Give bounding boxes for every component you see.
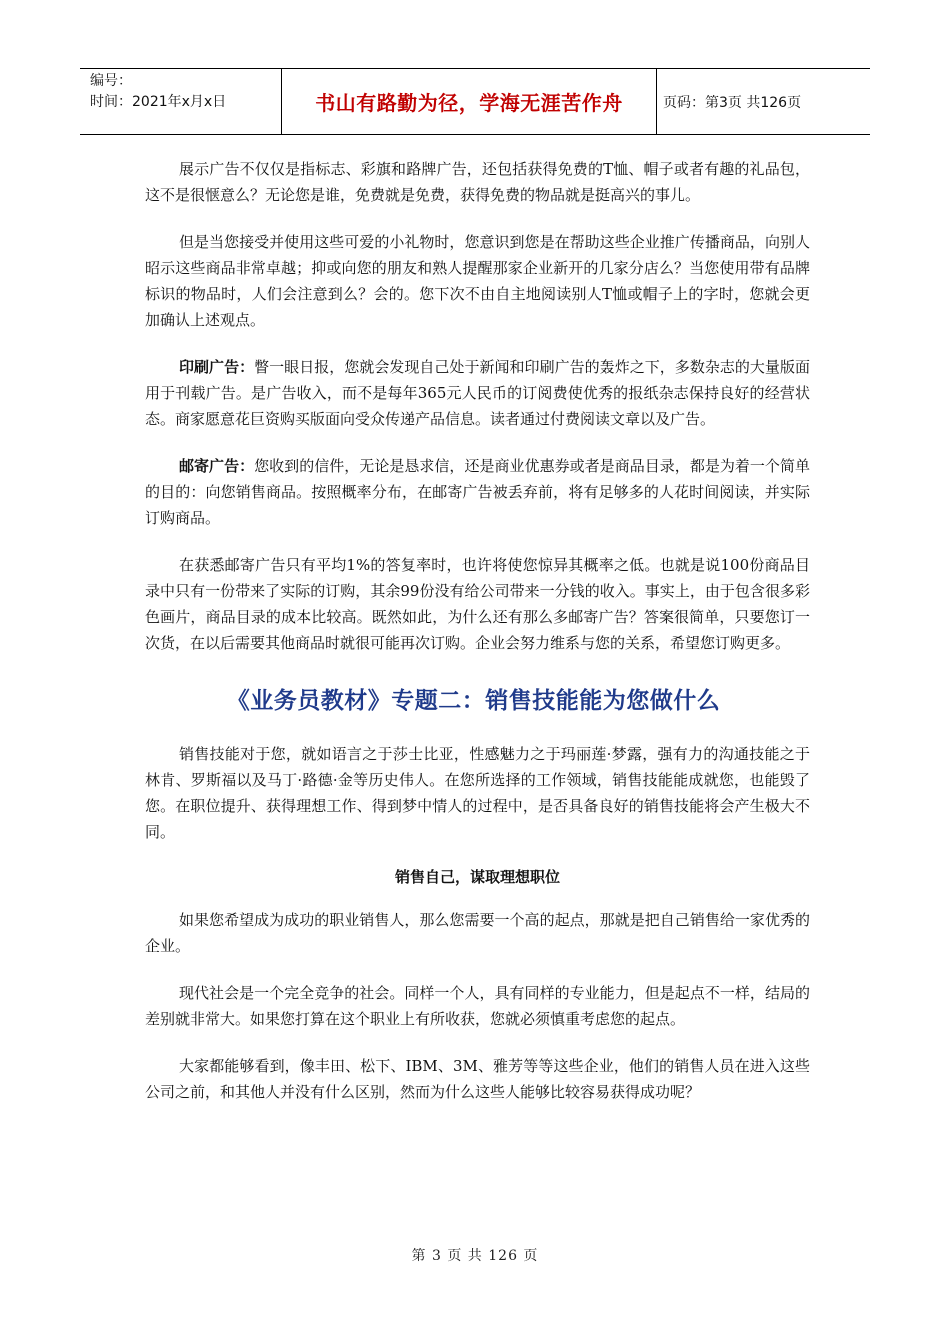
section-title: 《业务员教材》专题二：销售技能能为您做什么 [226, 688, 721, 714]
paragraph-starting-point: 如果您希望成为成功的职业销售人，那么您需要一个高的起点，那就是把自己销售给一家优秀的企业。 [145, 911, 810, 955]
page-footer: 第 3 页 共 126 页 [411, 1248, 539, 1264]
print-ads-text: 瞥一眼日报，您就会发现自己处于新闻和印刷广告的轰炸之下，多数杂志的大量版面用于刊载广告。是广告收入，而不是每年365元人民币的订阅费使优秀的报纸杂志保持良好的经营状态。商家愿意花巨资购买版面向受众传递产品信息。读者通过付费阅读文章以及广告。 [145, 358, 810, 428]
paragraph-sales-skills: 销售技能对于您，就如语言之于莎士比亚，性感魅力之于玛丽莲·梦露，强有力的沟通技能之于林肯、罗斯福以及马丁·路德·金等历史伟人。在您所选择的工作领域，销售技能能成就您，也能毁了您。在职位提升、获得理想工作、得到梦中情人的过程中，是否具备良好的销售技能将会产生极大不同。 [145, 745, 810, 841]
header-meta [80, 69, 282, 134]
paragraph-companies: 大家都能够看到，像丰田、松下、IBM、3M、雅芳等等这些企业，他们的销售人员在进入这些公司之前，和其他人并没有什么区别，然而为什么这些人能够比较容易获得成功呢？ [145, 1057, 810, 1101]
header-motto: 书山有路勤为径，学海无涯苦作舟 [282, 69, 657, 134]
paragraph-gifts: 但是当您接受并使用这些可爱的小礼物时，您意识到您是在帮助这些企业推广传播商品，向别人昭示这些商品非常卓越；抑或向您的朋友和熟人提醒那家企业新开的几家分店么？当您使用带有品牌标识的物品时，人们会注意到么？会的。您下次不由自主地阅读别人T恤或帽子上的字时，您就会更加确认上述观点。 [145, 233, 810, 329]
document-number-label: 编号： [90, 73, 132, 89]
mail-ads-heading: 邮寄广告： [179, 457, 255, 475]
document-body [145, 156, 810, 1126]
mail-ads-text: 您收到的信件，无论是恳求信，还是商业优惠券或者是商品目录，都是为着一个简单的目的：向您销售商品。按照概率分布，在邮寄广告被丢弃前，将有足够多的人花时间阅读，并实际订购商品。 [145, 457, 810, 527]
print-ads-heading: 印刷广告： [179, 358, 255, 376]
header-page-label: 页码：第3页 共126页 [663, 94, 802, 111]
paragraph-mail-ads [145, 453, 810, 531]
paragraph-display-ads: 展示广告不仅仅是指标志、彩旗和路牌广告，还包括获得免费的T恤、帽子或者有趣的礼品包，这不是很惬意么？无论您是谁，免费就是免费，获得免费的物品就是挺高兴的事儿。 [145, 160, 810, 204]
sub-title: 销售自己，谋取理想职位 [394, 868, 560, 886]
paragraph-print-ads [145, 354, 810, 432]
paragraph-competition: 现代社会是一个完全竞争的社会。同样一个人，具有同样的专业能力，但是起点不一样，结局的差别就非常大。如果您打算在这个职业上有所收获，您就必须慎重考虑您的起点。 [145, 984, 810, 1028]
document-time-label: 时间：2021年x月x日 [90, 94, 227, 110]
page-header [80, 68, 870, 135]
paragraph-response-rate: 在获悉邮寄广告只有平均1%的答复率时，也许将使您惊异其概率之低。也就是说100份商品目录中只有一份带来了实际的订购，其余99份没有给公司带来一分钱的收入。事实上，由于包含很多彩色画片，商品目录的成本比较高。既然如此，为什么还有那么多邮寄广告？答案很简单，只要您订一次货，在以后需要其他商品时就很可能再次订购。企业会努力维系与您的关系，希望您订购更多。 [145, 556, 810, 652]
